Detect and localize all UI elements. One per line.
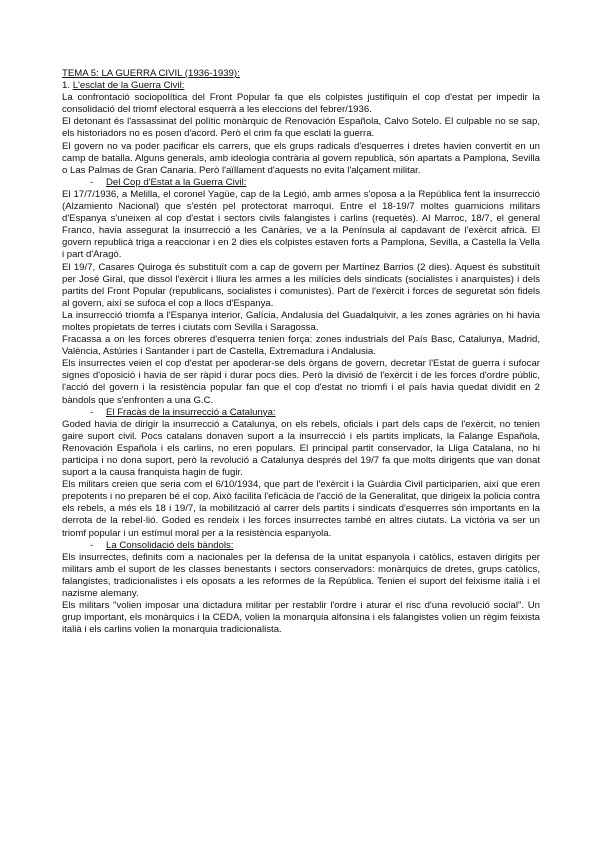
subsection-1-heading — [62, 177, 540, 189]
subsection-2-title: El Fracàs de la insurrecció a Catalunya: — [106, 406, 276, 418]
paragraph-7: Fracassa a on les forces obreres d'esquerra tenien força: zones industrials del País Basc, Catalunya, Madrid, València, Astúries i Santander i part de Castella, Extremadura i Andalusia. — [62, 334, 540, 358]
section-1-title: L'esclat de la Guerra Civil: — [72, 80, 185, 92]
paragraph-11: Els insurrectes, definits com a nacionales per la defensa de la unitat espanyola i catòlics, estaven dirigits per militars amb el suport de les classes benestants i sectors conservadors: monàrquics de dretes, grups catòlics, falangistes, tradicionalistes i els oposats a les reformes de la República. Tenien el suport del feixisme italià i el nazisme alemany. — [62, 551, 540, 600]
subsection-3-heading — [62, 540, 540, 552]
subsection-1-dash: - — [90, 176, 94, 188]
paragraph-12: Els militars "volien imposar una dictadura militar per restablir l'ordre i aturar el risc d'una revolució social". Un grup important, els monàrquics i la CEDA, volien la monarquia alfonsina i els falangistes volien un règim feixista italià i els carlins volien la monarquia tradicionalista. — [62, 600, 540, 636]
paragraph-3: El govern no va poder pacificar els carrers, que els grups radicals d'esquerres i dretes havien convertit en un camp de batalla. Alguns generals, amb ideologia contrària al govern republicà, són apartats a Pamplona, Sevilla o Las Palmas de Gran Canaria. Però l'aïllament d'aquests no evita l'alçament militar. — [62, 140, 540, 176]
subsection-2-dash: - — [90, 406, 94, 418]
paragraph-9: Goded havia de dirigir la insurrecció a Catalunya, on els rebels, oficials i part dels caps de l'exèrcit, no tenien gaire suport civil. Pocs catalans donaven suport a la insurrecció i els partits implicats, la Falange Española, Renovación Española i els carlins, no eren populars. El principal partit conservador, la Lliga Catalana, no hi participa i no dona suport, però la revolució a Catalunya després del 19/7 fa que molts dirigents que van donat suport a la causa franquista hagin de fugir. — [62, 418, 540, 479]
paragraph-10: Els militars creien que seria com el 6/10/1934, que part de l'exèrcit i la Guàrdia Civil participarien, així que eren prepotents i no preparen bé el cop. Això facilita l'eficàcia de l'acció de la Generalitat, que dirigeix la policia contra els rebels, a més els 18 i 19/7, la mobilització al carrer dels partits i sindicats d'esquerres són importants en la derrota de la rebel·lió. Goded es rendeix i les forces insurrectes també en altres ciutats. La victòria va ser un triomf popular i un estímul moral per a la resistència espanyola. — [62, 479, 540, 539]
subsection-3-dash: - — [90, 539, 94, 551]
paragraph-5: El 19/7, Casares Quiroga és substituït com a cap de govern per Martínez Barrios (2 dies). Aquest és substituït per José Giral, que dissol l'exèrcit i lliura les armes a les milícies dels sindicats (socialistes i anarquistes) i dels partits del Front Popular (republicans, socialistes i comunistes). Part de l'exèrcit i forces de seguretat són fidels al govern, així se sufoca el cop a llocs d'Espanya. — [62, 261, 540, 309]
paragraph-4: El 17/7/1936, a Melilla, el coronel Yagüe, cap de la Legió, amb armes s'oposa a la República fent la insurrecció (Alzamiento Nacional) que s'estén pel protectorat marroquí. Entre el 18-19/7 moltes guarnicions militars d'Espanya s'uneixen al cop d'estat i sectors civils falangistes i carlins (requetès). Al Marroc, 18/7, el general Franco, havia assegurat la insurrecció a les Canàries, ve a la Península al capdavant de l'exèrcit africà. El govern republicà triga a reaccionar i en 2 dies els colpistes estaven forts a Pamplona, Sevilla, a Castella la Vella i part d'Aragó. — [62, 188, 540, 261]
paragraph-6: La insurrecció triomfa a l'Espanya interior, Galícia, Andalusia del Guadalquivir, a les zones agràries on hi havia moltes propietats de terres i ciutats com Sevilla i Saragossa. — [62, 309, 540, 333]
paragraph-8: Els insurrectes veien el cop d'estat per apoderar-se dels òrgans de govern, decretar l'Estat de guerra i sufocar signes d'oposició i havia de ser ràpid i durar pocs dies. Però la divisió de l'exèrcit i de les forces d'ordre públic, l'acció del govern i la resistència popular fan que el cop d'estat no triomfi i el país havia quedat dividit en 2 bàndols que s'enfronten a una G.C. — [62, 358, 540, 406]
subsection-3-title: La Consolidació dels bàndols: — [106, 539, 234, 551]
subsection-2-heading — [62, 407, 540, 419]
subsection-1-title: Del Cop d'Estat a la Guerra Civil: — [106, 176, 247, 188]
paragraph-1: La confrontació sociopolítica del Front Popular fa que els colpistes justifiquin el cop d'estat per impedir la consolidació del triomf electoral esquerrà a les eleccions del febrer/1936. — [62, 92, 540, 116]
section-1-heading — [62, 80, 540, 92]
document-page — [62, 68, 540, 636]
document-title: TEMA 5: LA GUERRA CIVIL (1936-1939): — [62, 68, 240, 79]
section-1-number: 1. — [62, 80, 71, 92]
paragraph-2: El detonant és l'assassinat del polític monàrquic de Renovación Española, Calvo Sotelo. El culpable no se sap, els historiadors no es posen d'acord. Però el crim fa que esclati la guerra. — [62, 116, 540, 140]
